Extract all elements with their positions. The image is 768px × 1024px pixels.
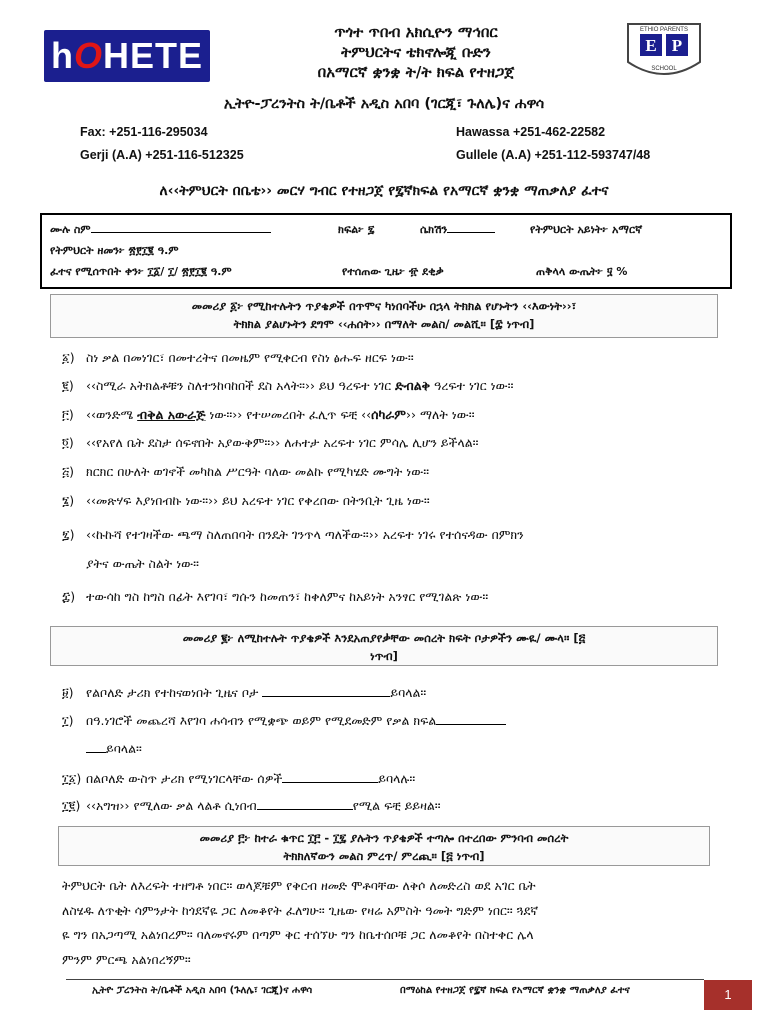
question-8: [62, 588, 488, 606]
instruction-3-line1: መመሪያ ፫፦ ከተራ ቁጥር ፲፫ - ፲፯ ያሉትን ጥያቄዎች ተጣሎ በተረበው ምንባብ መሰረት: [199, 831, 569, 845]
time-label: የተሰጠው ጊዜ፦ ፹ ደቂቃ: [342, 265, 444, 278]
question-emphasis: ድብልቅ: [395, 378, 431, 393]
passage-line: ዬ ግን በአጋጣሚ አልነበረም። ባለመኖሩም በጣም ቅር ተሰኘሁ ግን ከቤተሰቦቹ ጋር ለመቆየት በስተቀር ሌላ: [62, 927, 534, 942]
contact-gerji: Gerji (A.A) +251-116-512325: [80, 148, 244, 162]
instruction-1-line2: ትክክል ያልሆኑትን ደግሞ ‹‹ሐሰት›› በማለት መልስ/ መልሺ። [፰ ነጥብ]: [233, 317, 535, 331]
hohete-logo: [44, 30, 210, 82]
answer-blank[interactable]: [257, 809, 353, 810]
answer-blank[interactable]: [262, 696, 390, 697]
passage-line: ለስሄዱ ለጥቂት ሳምንታት ከጎደኛዬ ጋር ለመቆየት ፈለግሁ። ጊዜው የዛሬ አምስት ዓመት ግድም ነበር። ጓደኛ: [62, 902, 539, 918]
instruction-2-line1: መመሪያ ፪፦ ለሚከተሉት ጥያቄዎች እንደአጠያየቃቸው መሰረት ክፍት ቦታዎችን ሙዪ/ ሙላ። [፭: [182, 631, 586, 645]
underlined-idiom: ብቅል አውራጅ: [137, 407, 206, 422]
question-number: ፪): [62, 378, 74, 393]
question-2: [62, 377, 513, 395]
logo-red-letter: O: [73, 35, 103, 76]
question-text: ‹‹አግዝ›› የሚለው ቃል ላልቶ ሲነበብ: [86, 798, 257, 813]
question-text: በልቦለድ ውስጥ ታሪክ የሚነገርላቸው ሰዎች: [86, 771, 283, 786]
banner-line: ጥጎተ ጥበብ አክሲዮን ማኅበር: [334, 23, 498, 41]
title-banner: [244, 22, 588, 82]
name-field[interactable]: [50, 223, 271, 237]
instruction-2: [50, 626, 718, 666]
question-3: [62, 406, 475, 424]
contact-gullele: Gullele (A.A) +251-112-593747/48: [456, 148, 651, 162]
logo-text: hOHETE: [50, 35, 204, 76]
year-label: የትምህርት ዘመን፦ ፳፻፲፪ ዓ.ም: [50, 244, 179, 257]
question-text: ክርክር በሁለት ወገኖች መካከል ሥርዓት ባለው መልኩ የሚካሄድ ሙግት ነው።: [86, 464, 430, 479]
subject-label: የትምህርት አይነት፦ አማርኛ: [530, 223, 643, 236]
question-text: ስነ ቃል በመነገር፣ በመተረትና በመዜም የሚቀርብ የስነ ፅሑፍ ዘርፍ ነው።: [86, 350, 414, 365]
question-text: ነው።›› የተሠመረበት ፈሊጥ ፍቺ ‹‹: [205, 407, 372, 422]
page-number-badge: 1: [704, 980, 752, 1010]
grade-label: ክፍል፦ ፯: [338, 223, 375, 236]
contact-fax: Fax: +251-116-295034: [80, 125, 208, 139]
question-12: [62, 797, 441, 815]
instruction-1: [50, 294, 718, 338]
question-number: ፬): [62, 435, 74, 450]
question-number: ፩): [62, 350, 75, 365]
passage-line: ምንም ምርጫ አልነበረኝም።: [62, 951, 191, 967]
name-label: ሙሉ ስም: [50, 223, 91, 236]
question-text: ይባላሉ።: [378, 771, 416, 786]
date-label: ፈተና የሚሰጥበት ቀን፦ ፲፩/ ፲/ ፳፻፲፪ ዓ.ም: [50, 265, 232, 278]
question-6: [62, 492, 430, 510]
svg-text:SCHOOL: SCHOOL: [651, 66, 677, 72]
question-text: ‹‹ወንድሜ: [86, 407, 138, 422]
question-number: ፲፪): [62, 798, 81, 813]
question-text: የሚል ፍቺ ይይዛል።: [352, 798, 441, 813]
question-text: ተውሳከ ግስ ከግስ በፊት እየገባ፣ ግሱን ከመጠን፣ ከቀለምና ከአይነት አንፃር የሚገልጽ ነው።: [86, 589, 489, 604]
answer-blank[interactable]: [86, 752, 106, 753]
footer-divider: [66, 979, 704, 980]
question-text: ‹‹የአየለ ቤት ደስታ ሰፍኖበት አያውቅም።›› ለሐተታ አረፍተ ነገር ምሳሌ ሊሆን ይችላል።: [86, 435, 479, 450]
svg-text:E: E: [645, 36, 657, 55]
question-9: [62, 684, 426, 702]
answer-blank[interactable]: [436, 724, 506, 725]
passage-line: ትምህርት ቤት ለእረፍት ተዘግቶ ነበር። ወላጆቹም የቅርብ ዘመድ ሞቶባቸው ለቅሶ ለመድረስ ወደ አገር ቤት: [62, 878, 536, 893]
question-text: ‹‹ኩኩሻ የተገዛችው ጫማ ስለጠበባት በንዴት ገንጥላ ጣለችው።›› አረፍተ ነገሩ የተሰናዳው በምክን: [86, 527, 524, 542]
question-7: [62, 526, 524, 544]
instruction-3-line2: ትክክለኛውን መልስ ምረጥ/ ምረጪ። [፭ ነጥብ]: [283, 849, 485, 863]
question-emphasis: ሰካራም: [371, 407, 406, 422]
footer-left: ኢትዮ ፓረንትስ ት/ቤቶች አዲስ አበባ (ጉለሌ፣ ገርጂ)ና ሐዋሳ: [92, 985, 313, 996]
question-5: [62, 463, 429, 481]
question-10-continued: [86, 740, 142, 758]
question-10: [62, 712, 506, 730]
question-number: ፲): [62, 713, 74, 728]
section-field[interactable]: [420, 223, 495, 237]
instruction-1-line1: መመሪያ ፩፦ የሚከተሉትን ጥያቄዎች በጥሞና ካነበባችሁ በኋላ ትክክል የሆኑትን ‹‹እውነት››፣: [191, 299, 577, 313]
question-number: ፱): [62, 685, 74, 700]
footer-right: በማዕከል የተዘጋጀ የ፯ኛ ክፍል የአማርኛ ቋንቋ ማጠቃለያ ፈተና: [400, 985, 630, 996]
banner-line: በአማርኛ ቋንቋ ት/ት ክፍል የተዘጋጀ: [317, 63, 515, 81]
school-name: ኢትዮ-ፓረንትስ ት/ቤቶች አዲስ አበባ (ገርጂ፣ ጉለሌ)ና ሐዋሳ: [223, 96, 545, 112]
instruction-2-line2: ነጥብ]: [370, 649, 398, 663]
question-11: [62, 770, 415, 788]
question-number: ፯): [62, 527, 75, 542]
question-text: ‹‹ስሚራ አትክልቶቹን ስለተንከባከበች ደስ አላት።›› ይህ ዓረፍተ ነገር: [86, 378, 396, 393]
banner-line: ትምህርትና ቴክኖሎጂ ቡድን: [341, 43, 491, 61]
total-label: ጠቅላላ ውጤት፦ ፶ %: [536, 265, 628, 278]
svg-text:P: P: [671, 36, 683, 55]
svg-text:ETHIO PARENTS: ETHIO PARENTS: [640, 27, 688, 33]
question-number: ፮): [62, 493, 75, 508]
question-text: ዓረፍተ ነገር ነው።: [430, 378, 514, 393]
ethio-parents-logo: [614, 16, 714, 86]
question-number: ፭): [62, 464, 75, 479]
question-7-continued: ያትና ውጤት ስልት ነው።: [86, 556, 200, 571]
instruction-3: [58, 826, 710, 866]
question-text: ›› ማለት ነው።: [405, 407, 475, 422]
question-number: ፫): [62, 407, 74, 422]
name-blank[interactable]: [91, 232, 271, 233]
question-number: ፰): [62, 589, 76, 604]
exam-title: ለ‹‹ትምህርት በቤቴ›› መርሃ ግብር የተዘጋጀ የ፯ኛክፍል የአማርኛ ቋንቋ ማጠቃለያ ፈተና: [159, 183, 609, 199]
question-text: በዓ.ነገሮች መጨረሻ እየገባ ሐሳብን የሚቋጭ ወይም የሚደመድም የቃል ክፍል: [86, 713, 437, 728]
question-text: ይባላል።: [390, 685, 427, 700]
student-info-box: [40, 213, 732, 289]
question-number: ፲፩): [62, 771, 82, 786]
question-text: የልቦለድ ታሪክ የተከናወነበት ጊዜና ቦታ: [86, 685, 263, 700]
contact-hawassa: Hawassa +251-462-22582: [456, 125, 606, 139]
question-text: ‹‹መጽሃፍ እያነበብኩ ነው።›› ይህ አረፍተ ነገር የቀረበው በትንቢት ጊዜ ነው።: [86, 493, 430, 508]
question-4: [62, 434, 478, 452]
section-label: ሴክሽን: [420, 223, 448, 236]
question-text: ይባላል።: [106, 741, 142, 756]
answer-blank[interactable]: [282, 782, 378, 783]
reading-passage: [62, 874, 712, 972]
question-1: [62, 349, 414, 367]
section-blank[interactable]: [447, 232, 495, 233]
